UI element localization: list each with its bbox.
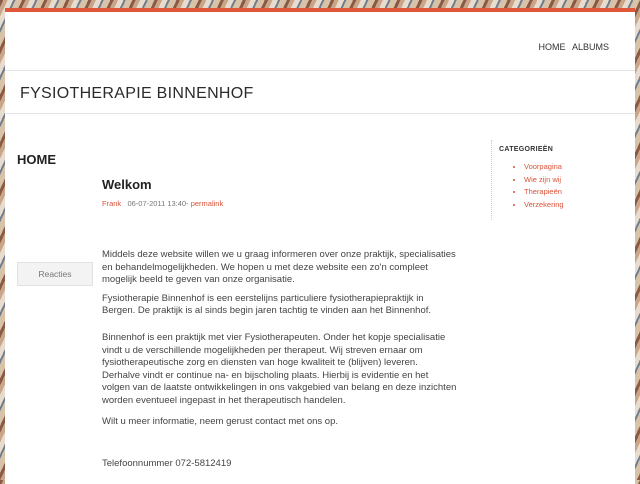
post-title[interactable]: Welkom [102, 177, 152, 192]
post-permalink-link[interactable]: permalink [190, 199, 224, 208]
categories-list [499, 161, 627, 211]
post-paragraph: Wilt u meer informatie, neem gerust contact met ons op. [102, 415, 339, 427]
post-paragraph: Middels deze website willen we u graag informeren over onze praktijk, specialisaties en behandelmogelijkheden. We hopen u met deze website een zo'n compleet mogelijk beeld te geven van onze organisatie. [102, 249, 456, 286]
post-content [102, 249, 458, 479]
post-date: 06-07-2011 13:40- [127, 199, 189, 208]
categories-sidebar [491, 140, 627, 220]
page [5, 8, 635, 484]
post-meta [102, 199, 223, 208]
post-paragraph: Binnenhof is een praktijk met vier Fysiotherapeuten. Onder het kopje specialisatie vindt u de verschillende mogelijkheden per therapeut. Wij streven ernaar om fysiotherapeutische zorg en diensten van hoge kwaliteit te (blijven) leveren. Derhalve vindt er continue na- en bijscholing plaats. Hierbij is evidentie en het volgen van de laatste ontwikkelingen in ons vakgebied van belang en deze inzichten worden eventueel ingepast in het therapeutisch handelen. [102, 331, 457, 406]
site-header [5, 71, 635, 114]
category-link-wie-zijn-wij[interactable]: • Wie zijn wij [524, 174, 627, 187]
top-nav [534, 42, 609, 52]
reacties-button[interactable]: Reacties [17, 262, 93, 286]
top-bar [5, 12, 635, 71]
post-author-link[interactable]: Frank [102, 199, 122, 208]
category-link-verzekering[interactable]: • Verzekering [524, 199, 627, 212]
nav-albums-link[interactable]: ALBUMS [571, 42, 609, 52]
phone-number: Telefoonnummer 072-5812419 [102, 458, 232, 470]
nav-home-link[interactable]: HOME [538, 42, 566, 52]
site-title[interactable]: FYSIOTHERAPIE BINNENHOF [20, 85, 254, 102]
section-title: HOME [17, 152, 56, 167]
categories-heading: CATEGORIEËN [499, 146, 554, 153]
post-paragraph: Fysiotherapie Binnenhof is een eerstelijns particuliere fysiotherapiepraktijk in Bergen. De praktijk is al sinds begin jaren tachtig te vinden aan het Binnenhof. [102, 292, 432, 317]
category-link-therapieen[interactable]: • Therapieën [524, 186, 627, 199]
category-link-voorpagina[interactable]: • Voorpagina [524, 161, 627, 174]
